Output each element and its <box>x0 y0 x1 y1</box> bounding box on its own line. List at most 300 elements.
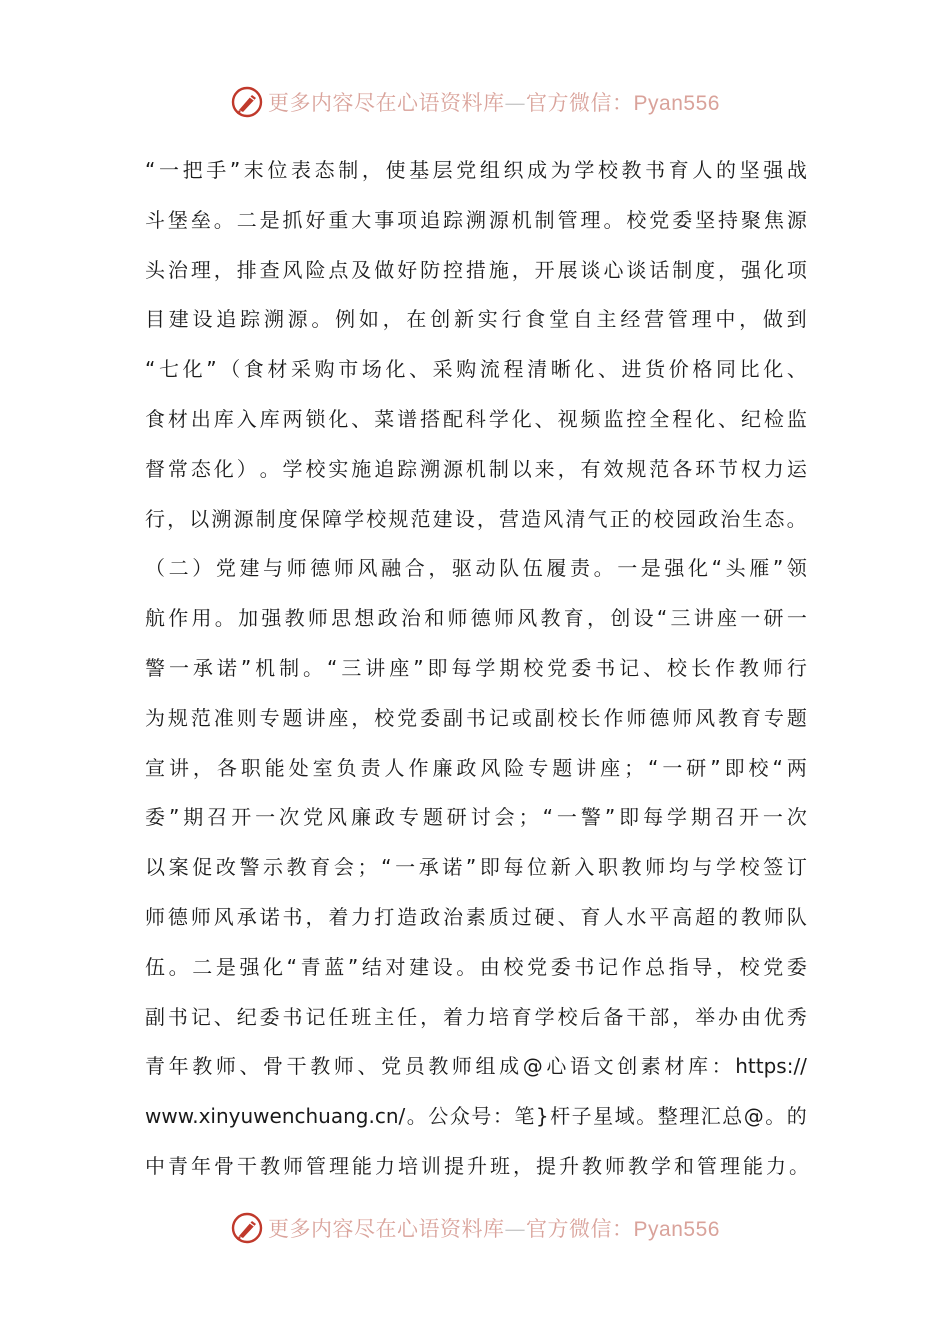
text-glyph: 师 <box>645 855 666 880</box>
text-glyph: 制 <box>534 207 555 232</box>
text-glyph: 建 <box>168 307 189 332</box>
text-glyph: 督 <box>145 456 165 481</box>
text-glyph: 学 <box>488 406 509 431</box>
text-glyph: 及 <box>351 257 372 282</box>
text-glyph: 委 <box>550 954 571 979</box>
text-glyph: 党 <box>547 655 568 680</box>
text-glyph: 两 <box>282 406 303 431</box>
text-glyph: 、 <box>239 1054 260 1079</box>
text-glyph: 化 <box>763 257 784 282</box>
text-glyph: 如 <box>358 307 379 332</box>
text-glyph: 过 <box>511 904 532 929</box>
text-glyph: 域 <box>614 1104 635 1129</box>
text-glyph: 焦 <box>763 207 784 232</box>
text-glyph: 气 <box>587 506 608 531</box>
text-glyph: 进 <box>621 357 642 382</box>
text-glyph: 座 <box>328 705 349 730</box>
text-glyph: 力 <box>465 1004 486 1029</box>
text-glyph: ， <box>587 606 608 631</box>
text-glyph: 化 <box>688 556 709 581</box>
text-glyph: 园 <box>676 506 696 531</box>
text-glyph: 环 <box>695 456 716 481</box>
text-glyph: 德 <box>649 705 670 730</box>
text-glyph: 党 <box>763 954 784 979</box>
text-glyph: 制 <box>255 506 276 531</box>
text-glyph: 即 <box>619 805 640 830</box>
text-glyph: 造 <box>521 506 542 531</box>
text-glyph: 研 <box>763 606 784 631</box>
text-glyph: 超 <box>695 904 716 929</box>
text-glyph: 题 <box>422 805 443 830</box>
text-glyph: 承 <box>236 904 257 929</box>
text-line <box>145 299 807 349</box>
text-glyph: ： <box>492 1104 513 1129</box>
text-glyph: 以 <box>189 506 210 531</box>
text-glyph: 纪 <box>236 1004 257 1029</box>
text-glyph: 训 <box>421 1153 444 1178</box>
text-glyph: 控 <box>442 257 463 282</box>
text-glyph: （ <box>145 556 165 581</box>
text-glyph: 为 <box>145 705 165 730</box>
text-glyph: 想 <box>354 606 375 631</box>
text-glyph: 创 <box>610 606 631 631</box>
text-glyph: 购 <box>314 357 335 382</box>
text-glyph: 视 <box>557 406 578 431</box>
text-glyph: 思 <box>331 606 352 631</box>
text-glyph: 讲 <box>305 705 326 730</box>
text-glyph: 管 <box>306 1153 329 1178</box>
text-glyph: 与 <box>692 855 713 880</box>
text-glyph: 风 <box>213 904 234 929</box>
text-glyph: 政 <box>374 805 395 830</box>
text-glyph: 示 <box>263 855 284 880</box>
text-glyph: 制 <box>672 257 693 282</box>
text-glyph: 三 <box>341 655 362 680</box>
text-glyph: 心 <box>603 257 624 282</box>
text-glyph: 控 <box>626 406 647 431</box>
text-glyph: ， <box>351 705 372 730</box>
text-glyph: 治 <box>720 506 741 531</box>
banner-separator: — <box>504 91 527 115</box>
text-glyph: ， <box>511 257 532 282</box>
text-glyph: 理 <box>190 257 211 282</box>
text-glyph: 能 <box>264 755 285 780</box>
text-glyph: 、 <box>534 406 555 431</box>
text-glyph: 骨 <box>263 1054 284 1079</box>
text-glyph: 党 <box>456 158 477 182</box>
text-glyph: ” <box>240 655 252 680</box>
text-glyph: 货 <box>645 357 666 382</box>
text-glyph: 公 <box>428 1104 449 1129</box>
text-glyph: 到 <box>786 307 807 332</box>
text-glyph: 雁 <box>749 556 770 581</box>
text-glyph: 基 <box>409 158 430 182</box>
text-glyph: 师 <box>286 556 307 581</box>
text-glyph: 专 <box>259 705 280 730</box>
text-glyph: 采 <box>432 357 453 382</box>
text-glyph: 诺 <box>442 855 463 880</box>
text-glyph: 战 <box>786 158 807 182</box>
text-glyph: 行 <box>145 506 165 531</box>
text-glyph: 党 <box>527 954 548 979</box>
text-glyph: 营 <box>499 506 519 531</box>
text-glyph: 题 <box>552 755 573 780</box>
text-glyph: 部 <box>649 1004 670 1029</box>
text-glyph: 对 <box>385 954 406 979</box>
text-line <box>145 449 807 499</box>
text-glyph: 一 <box>556 805 577 830</box>
text-glyph: 德 <box>310 556 331 581</box>
text-glyph: 任 <box>328 1004 349 1029</box>
text-glyph: 党 <box>649 207 670 232</box>
text-glyph: 织 <box>503 158 524 182</box>
text-glyph: 专 <box>763 705 784 730</box>
text-glyph: 规 <box>167 705 188 730</box>
text-glyph: 育 <box>668 158 689 182</box>
text-glyph: 设 <box>633 606 654 631</box>
text-glyph: 后 <box>580 1004 601 1029</box>
text-glyph: 大 <box>351 207 372 232</box>
text-glyph: 党 <box>303 805 324 830</box>
text-glyph: 师 <box>333 556 354 581</box>
text-glyph: 师 <box>145 904 165 929</box>
text-glyph: 质 <box>488 904 509 929</box>
text-glyph: 副 <box>145 1004 165 1029</box>
text-line <box>145 847 807 897</box>
text-glyph: 师 <box>283 1153 306 1178</box>
text-glyph: 化 <box>763 357 784 382</box>
text-glyph: ， <box>672 1004 693 1029</box>
text-glyph: 制 <box>488 456 509 481</box>
text-glyph: 师 <box>626 705 647 730</box>
text-glyph: 师 <box>493 606 514 631</box>
text-glyph: 准 <box>213 705 234 730</box>
text-glyph: 两 <box>786 755 807 780</box>
text-glyph: 育 <box>740 705 761 730</box>
text-glyph: 次 <box>786 805 807 830</box>
text-glyph: ， <box>361 158 382 182</box>
text-glyph: 源 <box>442 456 463 481</box>
text-glyph: 溯 <box>211 506 232 531</box>
text-glyph: 秀 <box>786 1004 807 1029</box>
text-glyph: 校 <box>557 705 578 730</box>
pen-logo-icon <box>230 1211 264 1245</box>
text-glyph: 头 <box>725 556 746 581</box>
text-glyph: 追 <box>216 307 237 332</box>
text-glyph: 理 <box>329 1153 352 1178</box>
text-glyph: 素 <box>465 904 486 929</box>
text-glyph: 。 <box>311 307 332 332</box>
text-glyph: 设 <box>432 954 453 979</box>
text-glyph: 一 <box>786 606 807 631</box>
text-glyph: 源 <box>786 207 807 232</box>
text-glyph: 建 <box>239 556 260 581</box>
text-glyph: 记 <box>619 655 640 680</box>
text-glyph: 室 <box>312 755 333 780</box>
text-glyph: 。 <box>456 954 477 979</box>
text-line <box>145 797 807 847</box>
text-glyph: 源 <box>287 307 308 332</box>
text-glyph: 由 <box>479 954 500 979</box>
text-glyph: 例 <box>335 307 356 332</box>
text-glyph: 教 <box>310 1054 331 1079</box>
document-body <box>145 150 812 1196</box>
text-glyph: ” <box>206 357 217 382</box>
text-glyph: 题 <box>786 705 807 730</box>
text-glyph: 讲 <box>693 606 714 631</box>
text-glyph: 讲 <box>168 755 189 780</box>
text-glyph: 风 <box>357 556 378 581</box>
text-glyph: 德 <box>470 606 491 631</box>
text-glyph: 承 <box>192 655 213 680</box>
text-glyph: 手 <box>206 158 227 182</box>
text-glyph: 警 <box>239 855 260 880</box>
text-glyph: “ <box>327 655 338 680</box>
text-glyph: 主 <box>596 307 617 332</box>
text-glyph: 科 <box>465 406 486 431</box>
text-line <box>145 499 807 549</box>
text-glyph: 领 <box>786 556 807 581</box>
text-glyph: 校 <box>667 655 688 680</box>
text-glyph: 学 <box>667 805 688 830</box>
text-glyph: 诺 <box>259 904 280 929</box>
text-glyph: 度 <box>695 257 716 282</box>
header-banner <box>0 82 950 122</box>
text-glyph: 一 <box>662 755 683 780</box>
text-glyph: 新 <box>550 855 571 880</box>
text-glyph: 项 <box>786 257 807 282</box>
text-glyph: 号 <box>471 1104 492 1129</box>
text-line <box>145 150 807 200</box>
text-glyph: 实 <box>328 456 349 481</box>
text-glyph: 长 <box>580 705 601 730</box>
text-glyph: 源 <box>488 207 509 232</box>
text-glyph: 召 <box>207 805 228 830</box>
banner-title: 更多内容尽在心语资料库 <box>268 1217 505 1241</box>
text-glyph: 表 <box>291 158 312 182</box>
text-glyph: 成 <box>527 158 548 182</box>
text-glyph: 师 <box>447 606 468 631</box>
text-glyph: 建 <box>409 954 430 979</box>
text-glyph: 的 <box>786 1104 807 1129</box>
text-glyph: 的 <box>715 158 736 182</box>
text-glyph: 班 <box>490 1153 513 1178</box>
text-glyph: 党 <box>381 1054 402 1079</box>
text-glyph: 承 <box>418 855 439 880</box>
text-glyph: 着 <box>328 904 349 929</box>
text-glyph: 师 <box>451 1054 472 1079</box>
text-glyph: ， <box>718 257 739 282</box>
text-glyph: 能 <box>743 1153 766 1178</box>
text-glyph: 校 <box>739 855 760 880</box>
text-glyph: 程 <box>503 357 524 382</box>
text-glyph: 育 <box>511 1004 532 1029</box>
text-glyph: ， <box>167 506 188 531</box>
text-glyph: 理 <box>720 1153 743 1178</box>
text-glyph: 总 <box>722 1104 743 1129</box>
header-banner-text <box>268 87 720 117</box>
text-glyph: 抓 <box>282 207 303 232</box>
text-glyph: 制 <box>279 655 300 680</box>
text-glyph: ； <box>357 855 378 880</box>
text-glyph: 化 <box>328 406 349 431</box>
text-line <box>145 399 807 449</box>
text-glyph: 成 <box>499 1054 520 1079</box>
text-glyph: ， <box>420 1004 441 1029</box>
text-glyph: 监 <box>786 406 807 431</box>
footer-banner <box>0 1208 950 1248</box>
text-glyph: “ <box>772 755 783 780</box>
text-glyph: 警 <box>580 805 601 830</box>
text-glyph: ， <box>305 904 326 929</box>
text-glyph: ” <box>168 805 180 830</box>
text-glyph: 在 <box>406 307 427 332</box>
text-glyph: 作 <box>621 954 642 979</box>
text-glyph: 、 <box>351 406 372 431</box>
text-glyph: 记 <box>305 1004 326 1029</box>
text-glyph: 把 <box>182 158 203 182</box>
text-glyph: 伍 <box>145 954 165 979</box>
text-glyph: 管 <box>557 207 578 232</box>
text-glyph: 节 <box>718 456 739 481</box>
text-glyph: 书 <box>595 655 616 680</box>
text-glyph: 学 <box>475 655 496 680</box>
text-glyph: ） <box>192 556 213 581</box>
text-glyph: 讲 <box>365 655 386 680</box>
text-glyph: 心 <box>546 1054 567 1079</box>
text-glyph: 强 <box>664 556 685 581</box>
text-glyph: 教 <box>286 855 307 880</box>
banner-separator: — <box>504 1217 527 1241</box>
text-glyph: 重 <box>328 207 349 232</box>
text-glyph: 委 <box>571 655 592 680</box>
text-glyph: 规 <box>626 456 647 481</box>
text-glyph: 子 <box>571 1104 592 1129</box>
text-glyph: 与 <box>263 556 284 581</box>
text-glyph: 食 <box>243 357 264 382</box>
text-glyph: 谱 <box>397 406 418 431</box>
text-glyph: 。 <box>406 1104 427 1129</box>
text-glyph: 强 <box>740 257 761 282</box>
text-glyph: 市 <box>338 357 359 382</box>
text-glyph: 保 <box>299 506 320 531</box>
text-glyph: 青 <box>168 1153 191 1178</box>
text-glyph: 堂 <box>549 307 570 332</box>
text-glyph: 三 <box>670 606 691 631</box>
text-glyph: “ <box>145 158 156 182</box>
text-glyph: 党 <box>397 705 418 730</box>
text-glyph: 谈 <box>626 257 647 282</box>
text-glyph: 。 <box>214 606 235 631</box>
text-glyph: 合 <box>404 556 425 581</box>
text-glyph: 、 <box>597 357 618 382</box>
text-glyph: 。 <box>303 655 324 680</box>
text-glyph: 位 <box>267 158 288 182</box>
text-glyph: 汇 <box>700 1104 721 1129</box>
text-glyph: 权 <box>740 456 761 481</box>
text-glyph: 好 <box>397 257 418 282</box>
text-glyph: 一 <box>255 805 276 830</box>
text-glyph: 风 <box>480 755 501 780</box>
text-glyph: 学 <box>651 1153 674 1178</box>
text-line <box>145 997 807 1047</box>
text-glyph: 改 <box>215 855 236 880</box>
text-glyph: 材 <box>664 1054 685 1079</box>
text-glyph: 监 <box>603 406 624 431</box>
text-glyph: 办 <box>718 1004 739 1029</box>
text-glyph: 运 <box>786 456 807 481</box>
text-glyph: 书 <box>282 1004 303 1029</box>
text-glyph: 骨 <box>214 1153 237 1178</box>
text-glyph: 理 <box>580 207 601 232</box>
text-glyph: 展 <box>557 257 578 282</box>
banner-suffix: 官方微信： <box>526 1217 634 1241</box>
text-glyph: 菜 <box>374 406 395 431</box>
text-glyph: 好 <box>305 207 326 232</box>
text-glyph: 书 <box>167 1004 188 1029</box>
footer-banner-text <box>268 1213 720 1243</box>
text-glyph: 频 <box>580 406 601 431</box>
text-glyph: 使 <box>385 158 406 182</box>
text-glyph: 专 <box>528 755 549 780</box>
text-glyph: 青 <box>145 1054 165 1079</box>
text-glyph: 溯 <box>465 207 486 232</box>
text-glyph: 。 <box>168 954 189 979</box>
text-glyph: 校 <box>523 655 544 680</box>
text-glyph: 力 <box>375 1153 398 1178</box>
text-glyph: 则 <box>236 705 257 730</box>
text-glyph: 二 <box>192 954 213 979</box>
text-glyph: 规 <box>388 506 409 531</box>
text-glyph: 升 <box>467 1153 490 1178</box>
text-glyph: 教 <box>540 606 561 631</box>
text-glyph: 诺 <box>216 655 237 680</box>
text-glyph: 各 <box>672 456 693 481</box>
text-glyph: 的 <box>718 904 739 929</box>
text-glyph: 做 <box>762 307 783 332</box>
text-glyph: 斗 <box>145 207 165 232</box>
text-glyph: 座 <box>600 755 621 780</box>
text-glyph: 踪 <box>397 456 418 481</box>
text-glyph: 提 <box>444 1153 467 1178</box>
text-glyph: 书 <box>282 904 303 929</box>
text-glyph: 人 <box>692 158 713 182</box>
text-glyph: 培 <box>398 1153 421 1178</box>
text-glyph: 书 <box>574 954 595 979</box>
text-glyph: “ <box>711 556 722 581</box>
text-glyph: 每 <box>503 855 524 880</box>
text-glyph: 均 <box>668 855 689 880</box>
text-glyph: 校 <box>374 705 395 730</box>
text-glyph: 建 <box>432 506 453 531</box>
text-glyph: 态 <box>764 506 785 531</box>
text-glyph: ， <box>715 954 736 979</box>
text-glyph: 笔 <box>514 1104 535 1129</box>
text-glyph: 每 <box>643 805 664 830</box>
text-glyph: ， <box>739 307 760 332</box>
text-glyph: 能 <box>352 1153 375 1178</box>
text-glyph: 备 <box>603 1004 624 1029</box>
text-glyph: 提 <box>536 1153 559 1178</box>
text-glyph: 范 <box>649 456 670 481</box>
text-glyph: 。 <box>636 1104 657 1129</box>
text-glyph: 化 <box>695 406 716 431</box>
text-glyph: 指 <box>668 954 689 979</box>
text-line <box>145 598 807 648</box>
text-line <box>145 648 807 698</box>
text-glyph: 一 <box>158 158 179 182</box>
text-glyph: 干 <box>626 1004 647 1029</box>
